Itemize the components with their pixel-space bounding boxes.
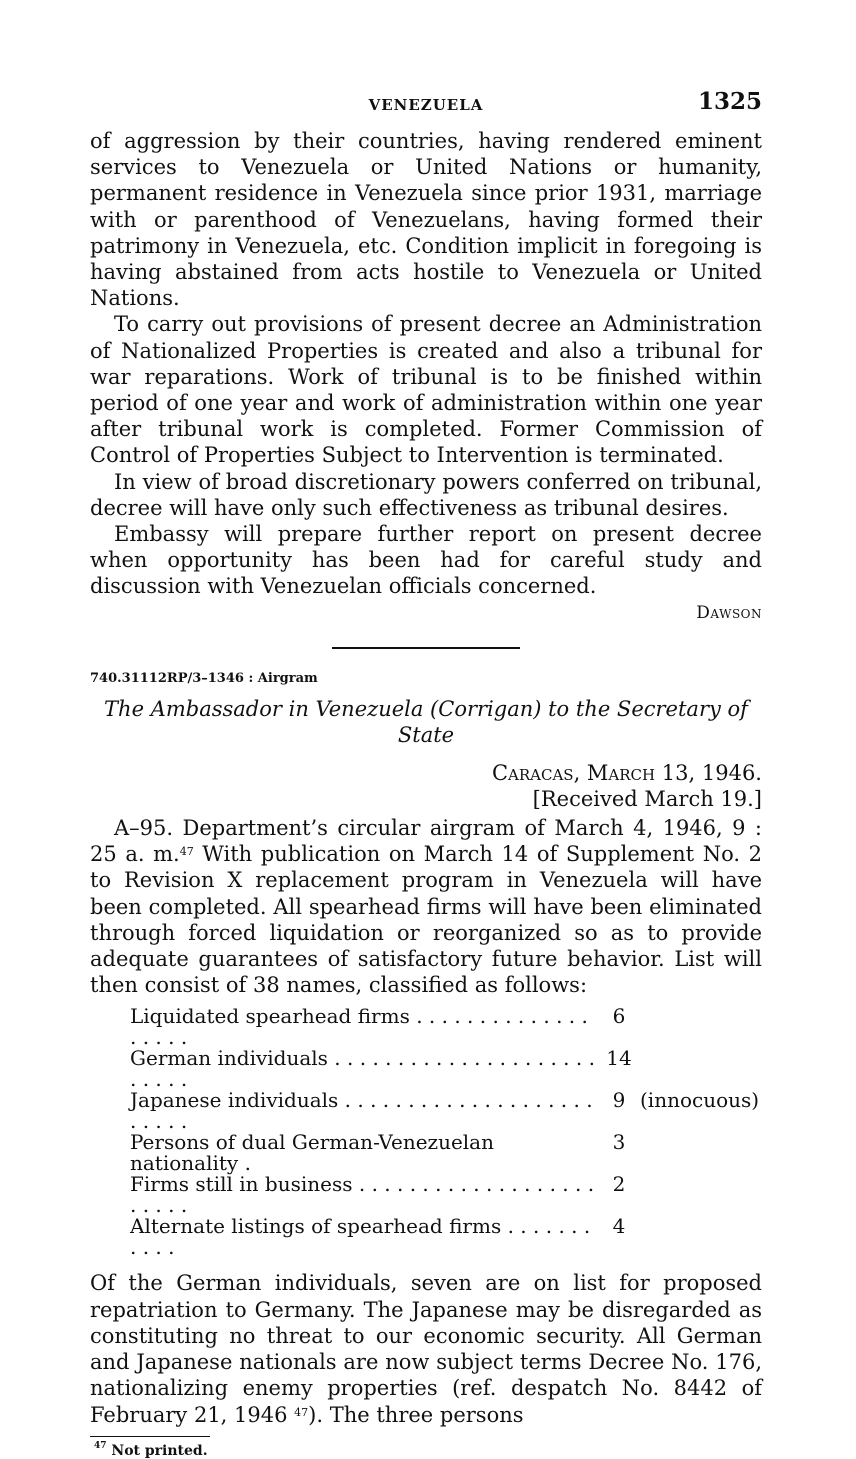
list-count: 3 [612,1130,626,1155]
list-item: Alternate listings of spearhead firms . . . . . . . . . . . 4 [130,1216,759,1258]
paragraph-embassy-report: Embassy will prepare further report on present decree when opportunity has been had for careful study and discussion with Venezuelan officials concerned. [90,522,762,599]
paragraph-discretionary-powers: In view of broad discretionary powers conferred on tribunal, decree will have only such effectiveness as tribunal desires. [90,469,762,520]
footnote-ref: 47 [179,845,194,859]
list-item: Liquidated spearhead firms . . . . . . . . . . . . . . . . . . . 6 [130,1006,759,1048]
dateline: Caracas, March 13, 1946. [491,760,762,785]
list-count: 9 [612,1088,626,1113]
paragraph-airgram: A–95. Department’s circular airgram of March 4, 1946, 9 : 25 a. m.$^{47}$ With publication on March 14 of Supplement No. 2 to Revision X replacement program in Venezuela will have been completed. All spearhead firms will have been eliminated through forced liquidation or reorganized so as to provide adequate guarantees of satisfactory future behavior. List will then consist of 38 names, classified as follows: [90,816,762,998]
classification-list [130,1006,759,1258]
page-header [90,88,762,128]
list-item: Firms still in business . . . . . . . . . . . . . . . . . . . . . . . . 2 [130,1174,759,1216]
list-count: 6 [612,1004,626,1029]
received-date: [Received March 19.] [532,786,762,811]
file-reference: 740.31112RP/3–1346 : Airgram [90,670,318,686]
section-divider [332,647,520,649]
footnote-divider [90,1436,210,1437]
list-item: Persons of dual German-Venezuelan nationality . 3 [130,1132,759,1174]
list-note: (innocuous) [640,1088,760,1113]
list-count: 4 [612,1214,626,1239]
footnote-ref: 47 [294,1405,309,1419]
document-title: The Ambassador in Venezuela (Corrigan) to the Secretary of State [104,696,748,747]
list-item: Japanese individuals . . . . . . . . . . . . . . . . . . . . . . . . . 9 (innocuous) [130,1088,760,1134]
list-item: German individuals . . . . . . . . . . . . . . . . . . . . . . . . . . 14 [130,1048,759,1090]
list-count: 14 [606,1046,632,1071]
list-count: 2 [612,1172,626,1197]
paragraph-continuation: of aggression by their countries, having rendered eminent services to Venezuela or United Nations or humanity, permanent residence in Venezuela since prior 1931, marriage with or parenthood of Venezuelans, having formed their patrimony in Venezuela, etc. Condition implicit in foregoing is having abstained from acts hostile to Venezuela or United Nations. [90,129,762,311]
running-head: VENEZUELA [368,96,484,114]
signature-dawson: Dawson [696,602,762,623]
document-page [90,88,762,1459]
page-number: 1325 [697,88,762,115]
paragraph-german-individuals: Of the German individuals, seven are on list for proposed repatriation to Germany. The Japanese may be disregarded as constituting no threat to our economic security. All German and Japanese nationals are now subject terms Decree No. 176, nationalizing enemy properties (ref. despatch No. 8442 of February 21, 1946 $^{47}$). The three persons [90,1271,762,1427]
footnote: $^{47}$ Not printed. [94,1440,208,1459]
paragraph-administration: To carry out provisions of present decree an Administration of Nationalized Properties is created and also a tribunal for war reparations. Work of tribunal is to be finished within period of one year and work of administration within one year after tribunal work is completed. Former Commission of Control of Properties Subject to Intervention is terminated. [90,312,762,468]
